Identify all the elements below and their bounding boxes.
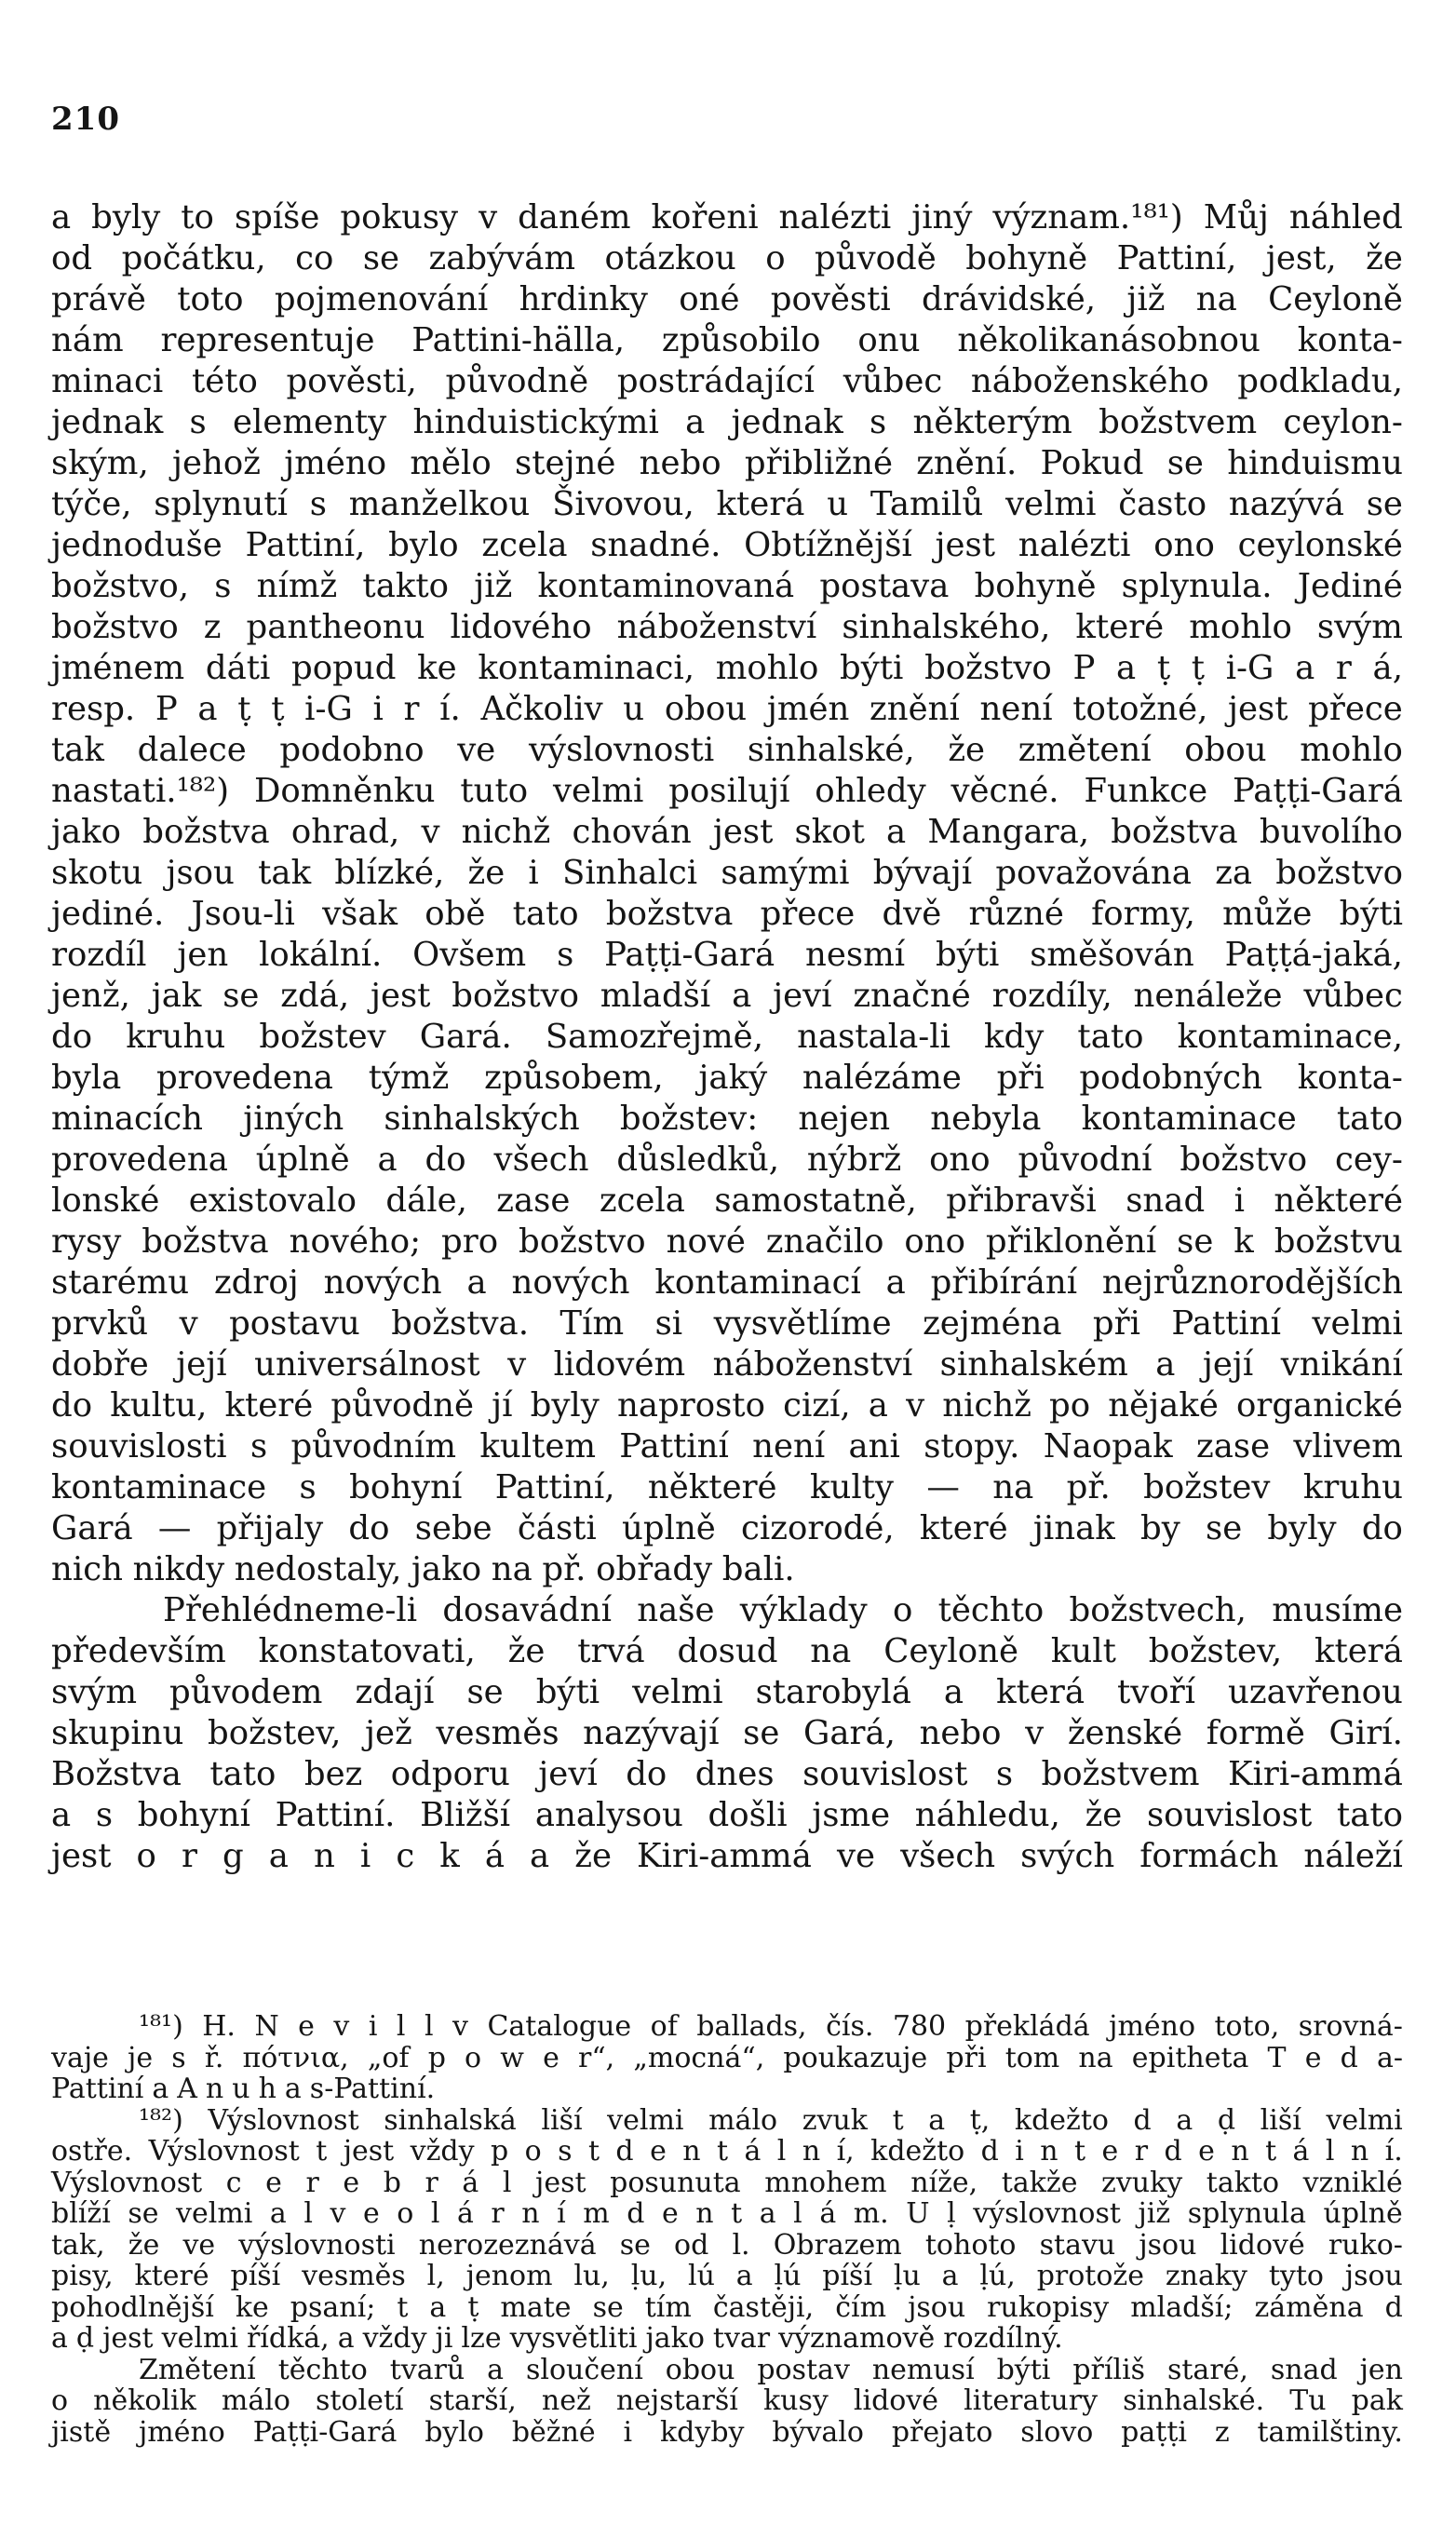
text-line: nám representuje Pattini-hälla, způsobilo onu několikanásobnou konta-	[51, 321, 1403, 359]
footnote-line: ostře. Výslovnost t jest vždy p o s t d e n t á l n í, kdežto d i n t e r d e n t á l n í.	[51, 2135, 1403, 2168]
text-line: jménem dáti popud ke kontaminaci, mohlo býti božstvo P a ṭ ṭ i-G a r á,	[51, 649, 1403, 687]
text-line: do kultu, které původně jí byly naprosto cizí, a v nichž po nějaké organické	[51, 1386, 1403, 1425]
text-line: minacích jiných sinhalských božstev: nejen nebyla kontaminace tato	[51, 1100, 1403, 1138]
text-line: rozdíl jen lokální. Ovšem s Paṭṭi-Gará nesmí býti směšován Paṭṭá-jaká,	[51, 936, 1403, 974]
text-line: dobře její universálnost v lidovém náboženství sinhalském a její vnikání	[51, 1345, 1403, 1384]
text-line: Božstva tato bez odporu jeví do dnes souvislost s božstvem Kiri-ammá	[51, 1755, 1403, 1793]
footnote-line: o několik málo století starší, než nejstarší kusy lidové literatury sinhalské. Tu pak	[51, 2384, 1403, 2417]
text-line: prvků v postavu božstva. Tím si vysvětlíme zejména při Pattiní velmi	[51, 1304, 1403, 1343]
text-line: svým původem zdají se býti velmi starobylá a která tvoří uzavřenou	[51, 1673, 1403, 1711]
footnote-line: ¹⁸²) Výslovnost sinhalská liší velmi málo zvuk t a ṭ, kdežto d a ḍ liší velmi	[139, 2103, 1403, 2137]
footnote-line: vaje je s ř. πότνια, „of p o w e r“, „mocná“, poukazuje při tom na epitheta T e d a-	[51, 2041, 1403, 2074]
text-line: jako božstva ohrad, v nichž chován jest skot a Mangara, božstva buvolího	[51, 813, 1403, 851]
text-line: týče, splynutí s manželkou Šivovou, která u Tamilů velmi často nazývá se	[51, 485, 1403, 523]
footnote-line: pisy, které píší vesměs l, jenom lu, ḷu, lú a ḷú píší ḷu a ḷú, protože znaky tyto jsou	[51, 2260, 1403, 2292]
text-line: Gará — přijaly do sebe části úplně cizorodé, které jinak by se byly do	[51, 1509, 1403, 1547]
text-line: jednoduše Pattiní, bylo zcela snadné. Obtížnější jest nalézti ono ceylonské	[51, 526, 1403, 564]
text-line: božstvo z pantheonu lidového náboženství sinhalského, které mohlo svým	[51, 608, 1403, 646]
text-line: nastati.¹⁸²) Domněnku tuto velmi posilují ohledy věcné. Funkce Paṭṭi-Gará	[51, 772, 1403, 810]
text-line: jest o r g a n i c k á a že Kiri-ammá ve všech svých formách náleží	[51, 1837, 1403, 1875]
text-line: Přehlédneme-li dosavádní naše výklady o těchto božstvech, musíme	[163, 1591, 1403, 1629]
main-text	[51, 197, 1403, 1877]
footnote-line: pohodlnější ke psaní; t a ṭ mate se tím častěji, čím jsou rukopisy mladší; záměna d	[51, 2290, 1403, 2324]
footnote-line: blíží se velmi a l v e o l á r n í m d e n t a l á m. U ḷ výslovnost již splynula úplně	[51, 2197, 1403, 2230]
footnote-line: Změtení těchto tvarů a sloučení obou postav nemusí býti příliš staré, snad jen	[139, 2353, 1403, 2386]
footnote-line: jistě jméno Paṭṭi-Gará bylo běžné i kdyby bývalo přejato slovo paṭṭi z tamilštiny.	[51, 2415, 1403, 2449]
footnote-line: a ḍ jest velmi řídká, a vždy ji lze vysvětliti jako tvar významově rozdílný.	[51, 2322, 1063, 2355]
text-line: božstvo, s nímž takto již kontaminovaná postava bohyně splynula. Jediné	[51, 567, 1403, 605]
text-line: jenž, jak se zdá, jest božstvo mladší a jeví značné rozdíly, nenáleže vůbec	[51, 977, 1403, 1015]
footnote-line: Pattiní a A n u h a s-Pattiní.	[51, 2073, 436, 2105]
text-line: souvislosti s původním kultem Pattiní není ani stopy. Naopak zase vlivem	[51, 1427, 1403, 1465]
footnote-line: Výslovnost c e r e b r á l jest posunuta mnohem níže, takže zvuky takto vzniklé	[51, 2166, 1403, 2199]
footnotes	[51, 2011, 1403, 2448]
footnote-line: tak, že ve výslovnosti nerozeznává se od l. Obrazem tohoto stavu jsou lidové ruko-	[51, 2228, 1403, 2262]
text-line: resp. P a ṭ ṭ i-G i r í. Ačkoliv u obou jmén znění není totožné, jest přece	[51, 690, 1403, 728]
text-line: a byly to spíše pokusy v daném kořeni nalézti jiný význam.¹⁸¹) Můj náhled	[51, 198, 1403, 236]
page-number: 210	[51, 101, 120, 138]
text-line: právě toto pojmenování hrdinky oné pověsti drávidské, již na Ceyloně	[51, 280, 1403, 318]
text-line: jednak s elementy hinduistickými a jednak s některým božstvem ceylon-	[51, 403, 1403, 441]
text-line: kontaminace s bohyní Pattiní, některé kulty — na př. božstev kruhu	[51, 1468, 1403, 1506]
text-line: především konstatovati, že trvá dosud na Ceyloně kult božstev, která	[51, 1632, 1403, 1670]
text-line: ským, jehož jméno mělo stejné nebo přibližné znění. Pokud se hinduismu	[51, 444, 1403, 482]
text-line: starému zdroj nových a nových kontaminací a přibírání nejrůznorodějších	[51, 1263, 1403, 1302]
text-line: do kruhu božstev Gará. Samozřejmě, nastala-li kdy tato kontaminace,	[51, 1018, 1403, 1056]
text-line: byla provedena týmž způsobem, jaký nalézáme při podobných konta-	[51, 1059, 1403, 1097]
text-line: od počátku, co se zabývám otázkou o původě bohyně Pattiní, jest, že	[51, 239, 1403, 277]
text-line: minaci této pověsti, původně postrádající vůbec náboženského podkladu,	[51, 362, 1403, 400]
text-line: provedena úplně a do všech důsledků, nýbrž ono původní božstvo cey-	[51, 1141, 1403, 1179]
text-line: rysy božstva nového; pro božstvo nové značilo ono přiklonění se k božstvu	[51, 1222, 1403, 1261]
footnote-line: ¹⁸¹) H. N e v i l l v Catalogue of ballads, čís. 780 překládá jméno toto, srovná-	[139, 2010, 1403, 2043]
text-line: jediné. Jsou-li však obě tato božstva přece dvě různé formy, může býti	[51, 895, 1403, 933]
text-line: lonské existovalo dále, zase zcela samostatně, přibravši snad i některé	[51, 1182, 1403, 1220]
text-line: tak dalece podobno ve výslovnosti sinhalské, že změtení obou mohlo	[51, 731, 1403, 769]
text-line: skotu jsou tak blízké, že i Sinhalci samými bývají považována za božstvo	[51, 854, 1403, 892]
text-line: skupinu božstev, jež vesměs nazývají se Gará, nebo v ženské formě Girí.	[51, 1714, 1403, 1752]
text-line: nich nikdy nedostaly, jako na př. obřady bali.	[51, 1550, 795, 1588]
text-line: a s bohyní Pattiní. Bližší analysou došli jsme náhledu, že souvislost tato	[51, 1796, 1403, 1834]
